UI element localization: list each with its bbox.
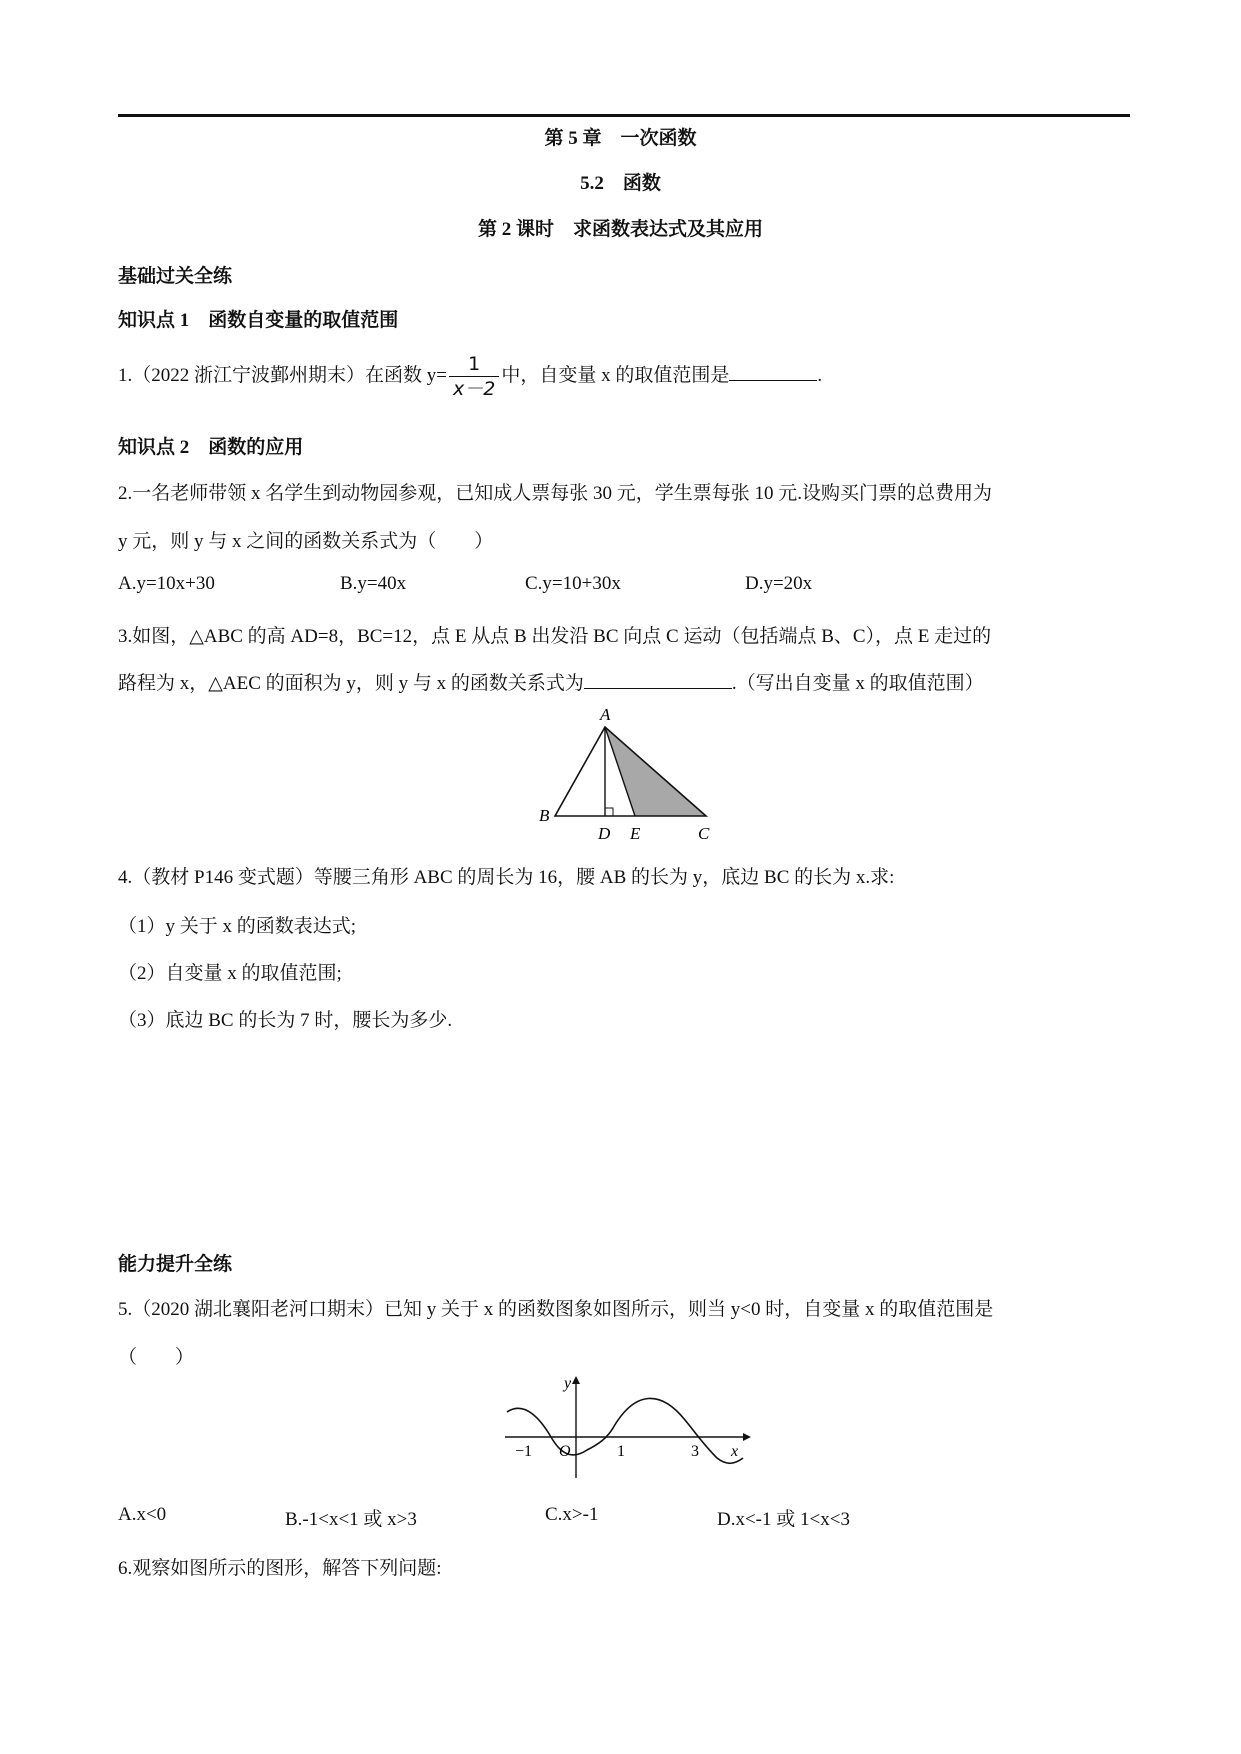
q5-line-2: （ ） [118,1347,195,1368]
lesson-title: 第 2 课时 求函数表达式及其应用 [477,219,763,240]
y-axis-arrow [572,1376,580,1384]
knowledge-point-1: 知识点 1 函数自变量的取值范围 [118,310,399,331]
label-c: C [698,824,710,843]
q1-end: . [817,364,823,386]
right-angle-mark [605,808,613,816]
q2-line-2: y 元，则 y 与 x 之间的函数关系式为（ ） [118,531,494,552]
knowledge-point-2: 知识点 2 函数的应用 [118,437,304,458]
section-title: 5.2 函数 [580,173,661,194]
q2-option-b: B.y=40x [340,573,407,594]
q1-fraction-denominator: x－2 [452,378,496,400]
label-a: A [600,705,611,724]
tick-label-1: 1 [617,1443,625,1460]
q5-option-a: A.x<0 [118,1504,167,1525]
q5-function-graph [495,1370,755,1485]
origin-label: O [559,1443,571,1460]
label-b: B [539,806,550,825]
q2-option-c: C.y=10+30x [525,573,621,594]
q4-part-1: （1）y 关于 x 的函数表达式; [118,916,357,937]
q4-part-3: （3）底边 BC 的长为 7 时，腰长为多少. [118,1010,453,1031]
q4-stem: 4.（教材 P146 变式题）等腰三角形 ABC 的周长为 16，腰 AB 的长为 y，底边 BC 的长为 x.求: [118,867,895,888]
q5-option-d: D.x<-1 或 1<x<3 [717,1509,850,1530]
q2-option-d: D.y=20x [745,573,813,594]
q1-answer-blank[interactable] [729,379,817,381]
q3-line-2 [118,668,984,695]
x-axis-arrow [743,1433,751,1441]
q2-line-1: 2.一名老师带领 x 名学生到动物园参观，已知成人票每张 30 元，学生票每张 10 元.设购买门票的总费用为 [118,483,993,504]
section-heading-basic: 基础过关全练 [118,266,233,287]
q6-line-1: 6.观察如图所示的图形，解答下列问题: [118,1558,442,1579]
q5-option-c: C.x>-1 [545,1504,599,1525]
label-e: E [630,824,641,843]
q1-fraction-numerator: 1 [449,352,499,377]
q2-option-a: A.y=10x+30 [118,573,215,594]
q4-part-2: （2）自变量 x 的取值范围; [118,963,342,984]
q1-suffix: 中，自变量 x 的取值范围是 [501,364,730,386]
q3-triangle-figure [520,700,730,845]
tick-label-3: 3 [691,1443,699,1460]
q3-answer-blank[interactable] [584,687,732,689]
q1-fraction [449,352,499,401]
y-axis-label: y [564,1375,572,1392]
tick-label-neg1: −1 [515,1443,533,1460]
chapter-title: 第 5 章 一次函数 [544,128,697,149]
q3-line-2-end: .（写出自变量 x 的取值范围） [731,673,984,694]
q3-line-1: 3.如图，△ABC 的高 AD=8，BC=12，点 E 从点 B 出发沿 BC 向点 C 运动（包括端点 B、C），点 E 走过的 [118,626,992,647]
q1-prefix: 1.（2022 浙江宁波鄞州期末）在函数 y= [118,364,447,386]
function-curve [507,1398,743,1463]
label-d: D [598,824,611,843]
q5-line-1: 5.（2020 湖北襄阳老河口期末）已知 y 关于 x 的函数图象如图所示，则当 y<0 时，自变量 x 的取值范围是 [118,1299,994,1320]
question-1 [118,352,822,401]
x-axis-label: x [731,1443,739,1460]
section-heading-advanced: 能力提升全练 [118,1254,233,1275]
q3-line-2-text: 路程为 x，△AEC 的面积为 y，则 y 与 x 的函数关系式为 [118,673,584,694]
header-rule [118,114,1130,117]
q5-option-b: B.-1<x<1 或 x>3 [285,1509,417,1530]
